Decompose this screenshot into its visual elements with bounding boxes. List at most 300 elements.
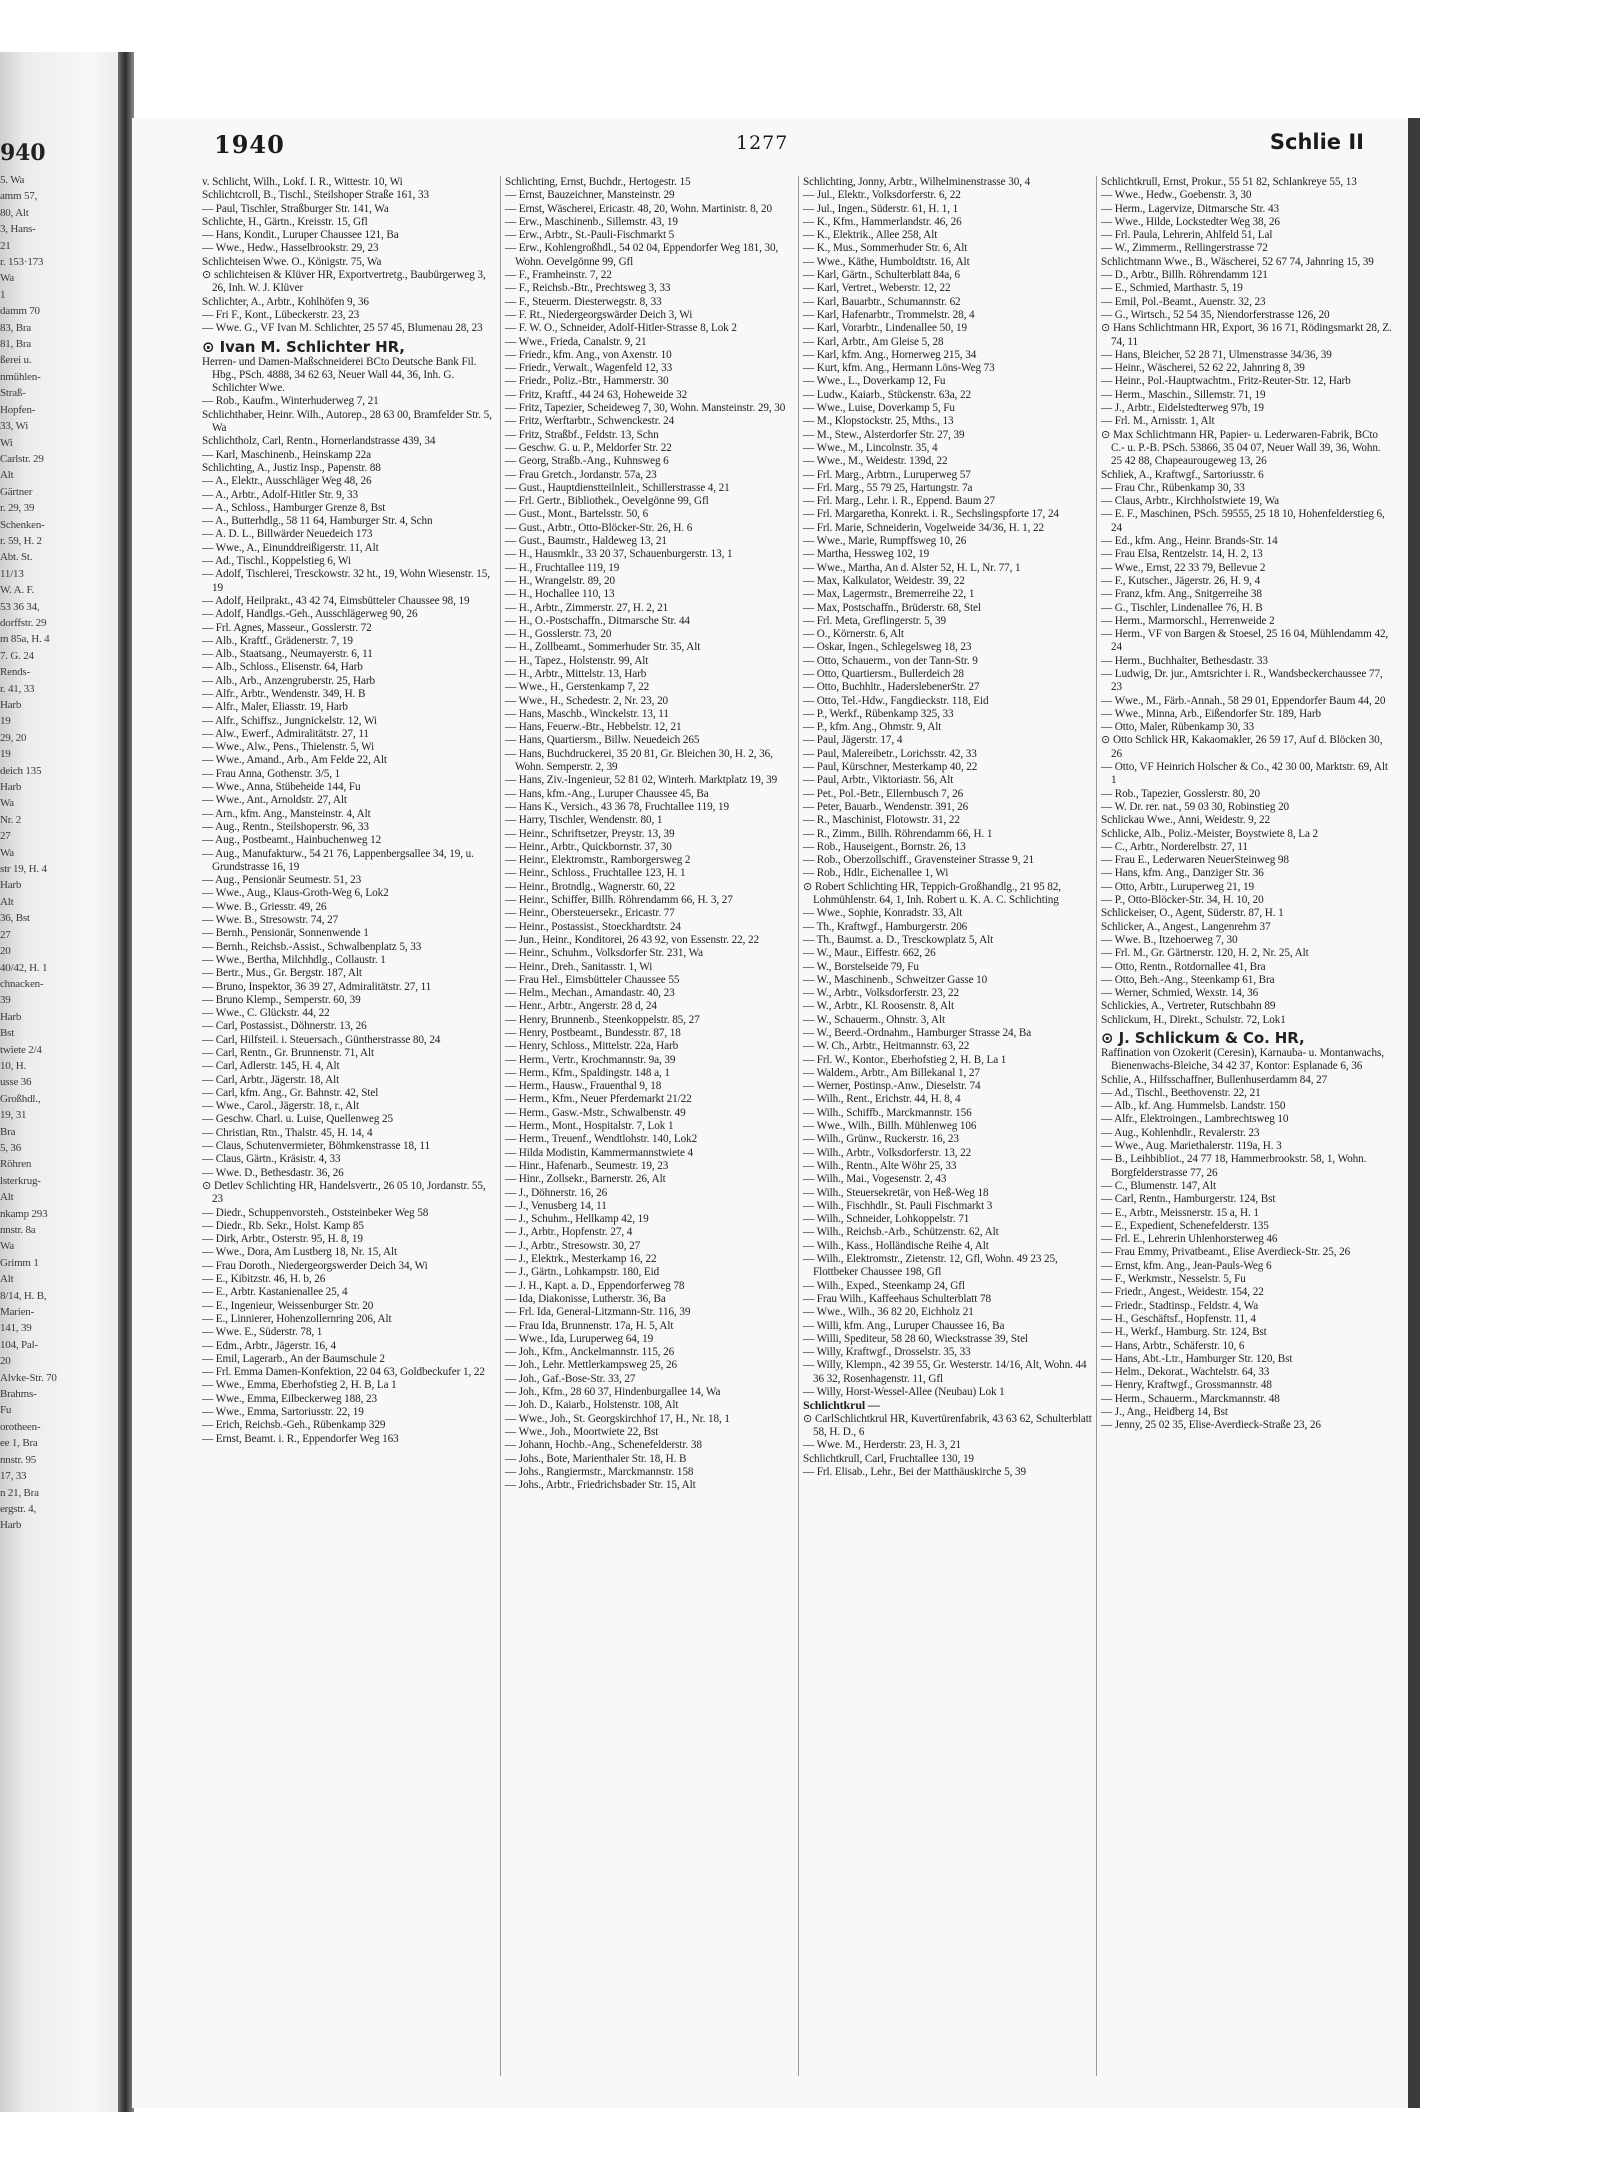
directory-entry: — Diedr., Rb. Sekr., Holst. Kamp 85 xyxy=(202,1219,364,1232)
directory-entry: — W., Arbtr., Kl. Roosenstr. 8, Alt xyxy=(803,1000,954,1013)
directory-entry: — Helm., Mechan., Amandastr. 40, 23 xyxy=(505,987,675,1000)
directory-entry: — E., Ingenieur, Weissenburger Str. 20 xyxy=(202,1299,374,1312)
directory-entry: — Adolf, Tischlerei, Tresckowstr. 32 ht., 19, Wohn Wiesenstr. 15, 19 xyxy=(202,568,490,594)
directory-entry: — Wilh., Schneider, Lohkoppelstr. 71 xyxy=(803,1213,970,1226)
previous-page-line: 27 xyxy=(0,928,11,941)
directory-entry: — R., Maschinist, Flotowstr. 31, 22 xyxy=(803,814,960,827)
directory-entry: — E., Arbtr., Meissnerstr. 15 a, H. 1 xyxy=(1101,1206,1259,1219)
previous-page-line: 20 xyxy=(0,1355,11,1368)
previous-page-line: Alt xyxy=(0,1191,14,1204)
directory-entry: — Wilh., Reichsb.-Arb., Schützenstr. 62, Alt xyxy=(803,1226,999,1239)
previous-page-line: r. 59, H. 2 xyxy=(0,534,42,547)
previous-page-line: Rends- xyxy=(0,666,30,679)
directory-entry: — Hans, Maschb., Winckelstr. 13, 11 xyxy=(505,707,669,720)
directory-entry: — M., Klopstockstr. 25, Mths., 13 xyxy=(803,415,954,428)
previous-page-line: Brahms- xyxy=(0,1388,37,1401)
directory-entry: v. Schlicht, Wilh., Lokf. I. R., Wittestr. 10, Wi xyxy=(202,176,403,188)
directory-entry: — W., Maur., Eiffestr. 662, 26 xyxy=(803,947,936,960)
guide-word: Schlie II xyxy=(1269,130,1364,154)
directory-entry: — W., Borstelseide 79, Fu xyxy=(803,960,919,973)
directory-entry: — Peter, Bauarb., Wendenstr. 391, 26 xyxy=(803,800,969,813)
directory-entry: — Hans K., Versich., 43 36 78, Fruchtallee 119, 19 xyxy=(505,800,729,813)
directory-entry: — W., Zimmerm., Rellingerstrasse 72 xyxy=(1101,242,1268,255)
directory-entry: — Joh., Gaf.-Bose-Str. 33, 27 xyxy=(505,1372,636,1385)
directory-columns xyxy=(202,176,1412,2076)
directory-entry: — Paul, Kürschner, Mesterkamp 40, 22 xyxy=(803,761,978,774)
directory-entry: — Frau Anna, Gothenstr. 3/5, 1 xyxy=(202,767,341,780)
directory-entry: — H., Werkf., Hamburg. Str. 124, Bst xyxy=(1101,1326,1267,1339)
directory-entry: — M., Stew., Alsterdorfer Str. 27, 39 xyxy=(803,428,965,441)
directory-entry: — Frl. W., Kontor., Eberhofstieg 2, H. B, La 1 xyxy=(803,1053,1007,1066)
directory-entry: ⊙ Hans Schlichtmann HR, Export, 36 16 71, Rödingsmarkt 28, Z. 74, 11 xyxy=(1101,322,1392,348)
previous-page-line: 104, Pal- xyxy=(0,1338,38,1351)
directory-entry: — Herm., Mont., Hospitalstr. 7, Lok 1 xyxy=(505,1120,674,1133)
directory-entry: — W., Maschinenb., Schweitzer Gasse 10 xyxy=(803,973,988,986)
previous-page-line: ßerei u. xyxy=(0,354,32,367)
directory-entry: — Bernh., Pensionär, Sonnenwende 1 xyxy=(202,927,369,940)
directory-entry: — Wilh., Fischhdlr., St. Pauli Fischmarkt 3 xyxy=(803,1199,993,1212)
directory-entry: — Hans, Abt.-Ltr., Hamburger Str. 120, Bst xyxy=(1101,1352,1293,1365)
directory-entry: — Frl. M., Arnisstr. 1, Alt xyxy=(1101,415,1215,428)
directory-entry: — Wilh., Rentn., Alte Wöhr 25, 33 xyxy=(803,1159,957,1172)
directory-entry: — Geschw. Charl. u. Luise, Quellenweg 25 xyxy=(202,1113,394,1126)
directory-entry: — Wwe., Amand., Arb., Am Felde 22, Alt xyxy=(202,754,387,767)
previous-page-line: 29, 20 xyxy=(0,731,27,744)
directory-entry: ⊙ schlichteisen & Klüver HR, Exportvertretg., Baubürgerweg 3, 26, Inh. W. J. Klüver xyxy=(202,269,486,295)
directory-entry: — Otto, Tel.-Hdw., Fangdieckstr. 118, Eid xyxy=(803,694,989,707)
directory-entry: — F., Steuerm. Diesterwegstr. 8, 33 xyxy=(505,295,662,308)
previous-page-line: Marien- xyxy=(0,1306,35,1319)
directory-entry: — Gust., Baumstr., Haldeweg 13, 21 xyxy=(505,535,667,548)
directory-entry: — Gust., Arbtr., Otto-Blöcker-Str. 26, H. 6 xyxy=(505,521,693,534)
directory-entry: — Heinr., Schuhm., Volksdorfer Str. 231, Wa xyxy=(505,947,704,960)
previous-page-line: 40/42, H. 1 xyxy=(0,961,48,974)
directory-entry: — K., Kfm., Hammerlandstr. 46, 26 xyxy=(803,215,962,228)
directory-entry: — Hans, Bleicher, 52 28 71, Ulmenstrasse 34/36, 39 xyxy=(1101,348,1332,361)
directory-entry: — Claus, Gärtn., Kräsistr. 4, 33 xyxy=(202,1153,341,1166)
previous-page-line: deich 135 xyxy=(0,764,42,777)
directory-entry: — H., Zollbeamt., Sommerhuder Str. 35, Alt xyxy=(505,641,701,654)
previous-page-line: Straß- xyxy=(0,387,26,400)
directory-entry: — Otto, VF Heinrich Holscher & Co., 42 30 00, Marktstr. 69, Alt 1 xyxy=(1101,761,1388,787)
directory-entry: — Werner, Postinsp.-Anw., Dieselstr. 74 xyxy=(803,1080,981,1093)
previous-page-line: 8/14, H. B, xyxy=(0,1289,47,1302)
directory-entry: — Rob., Tapezier, Gosslerstr. 80, 20 xyxy=(1101,787,1261,800)
directory-entry: Schlickies, A., Vertreter, Rutschbahn 89 xyxy=(1101,1000,1276,1013)
directory-entry: — Karl, Vertret., Weberstr. 12, 22 xyxy=(803,282,951,295)
directory-entry: — Rob., Hauseigent., Bornstr. 26, 13 xyxy=(803,840,966,853)
directory-entry: ⊙ Max Schlichtmann HR, Papier- u. Lederwaren-Fabrik, BCto C.- u. P.-B. PSch. 53866, 35 04 07, Neuer Wall 39, 36, Wohn. 25 42 88, Chapeaurougeweg 13, 26 xyxy=(1101,428,1381,468)
directory-entry: — Wwe., Minna, Arb., Eißendorfer Str. 189, Harb xyxy=(1101,707,1322,720)
previous-page-line: Nr. 2 xyxy=(0,813,22,826)
directory-entry: — Wilh., Grünw., Ruckerstr. 16, 23 xyxy=(803,1133,959,1146)
directory-entry: — Kurt, kfm. Ang., Hermann Löns-Weg 73 xyxy=(803,362,995,375)
directory-entry: — H., Tapez., Holstenstr. 99, Alt xyxy=(505,654,649,667)
previous-page-line: 19, 31 xyxy=(0,1109,27,1122)
directory-entry: — Carl, Rentn., Gr. Brunnenstr. 71, Alt xyxy=(202,1047,374,1059)
previous-page-line: Grimm 1 xyxy=(0,1256,39,1269)
previous-page-line: nnstr. 95 xyxy=(0,1453,37,1466)
directory-entry: — Alb., Arb., Anzengruberstr. 25, Harb xyxy=(202,674,375,687)
directory-entry: — Friedr., Angest., Weidestr. 154, 22 xyxy=(1101,1286,1264,1299)
directory-entry: — F., Werkmstr., Nesselstr. 5, Fu xyxy=(1101,1273,1246,1286)
directory-entry: — Fritz, Straßbf., Feldstr. 13, Schn xyxy=(505,428,659,441)
directory-entry: Schlichtcroll, B., Tischl., Steilshoper Straße 161, 33 xyxy=(202,189,430,202)
directory-entry: — Wwe., M., Weidestr. 139d, 22 xyxy=(803,455,948,468)
directory-entry: — Wwe., Sophie, Konradstr. 33, Alt xyxy=(803,907,963,920)
directory-entry: — R., Zimm., Billh. Röhrendamm 66, H. 1 xyxy=(803,827,993,840)
directory-entry: — Alfr., Elektroingen., Lambrechtsweg 10 xyxy=(1101,1113,1289,1126)
previous-page-line: 27 xyxy=(0,830,11,843)
directory-entry: — Herm., Vertr., Krochmannstr. 9a, 39 xyxy=(505,1053,676,1066)
directory-entry: — Karl, Arbtr., Am Gleise 5, 28 xyxy=(803,335,944,348)
directory-entry: — Karl, Maschinenb., Heinskamp 22a xyxy=(202,448,372,461)
directory-column-2 xyxy=(500,176,796,2076)
directory-entry: — Wwe., Ida, Luruperweg 64, 19 xyxy=(505,1332,654,1345)
previous-page-line: Wa xyxy=(0,1240,14,1253)
directory-entry: — Bernh., Reichsb.-Assist., Schwalbenplatz 5, 33 xyxy=(202,940,422,953)
directory-entry: — Fri F., Kont., Lübeckerstr. 23, 23 xyxy=(202,308,360,321)
directory-entry: — Alfr., Maler, Eliasstr. 19, Harb xyxy=(202,701,348,714)
previous-page-line: nkamp 293 xyxy=(0,1207,48,1220)
previous-page-line: Harb xyxy=(0,1010,22,1023)
directory-entry: — C., Blumenstr. 147, Alt xyxy=(1101,1179,1216,1192)
directory-entry: — Willy, Kraftwgf., Drosselstr. 35, 33 xyxy=(803,1346,971,1359)
directory-entry: — E., Schmied, Marthastr. 5, 19 xyxy=(1101,282,1243,295)
previous-page-line: Abt. St. xyxy=(0,551,33,564)
directory-entry: — Karl, kfm. Ang., Hornerweg 215, 34 xyxy=(803,348,977,361)
directory-entry: Schlicker, A., Angest., Langenrehm 37 xyxy=(1101,920,1271,933)
directory-entry: Schlichtkrull, Ernst, Prokur., 55 51 82, Schlankreye 55, 13 xyxy=(1101,176,1357,188)
previous-page-line: 19 xyxy=(0,715,11,728)
directory-entry: — Wwe., Hedw., Hasselbrookstr. 29, 23 xyxy=(202,242,379,255)
directory-entry: — Frl. Marie, Schneiderin, Vogelweide 34/36, H. 1, 22 xyxy=(803,521,1044,534)
directory-entry: — G., Wirtsch., 52 54 35, Niendorferstrasse 126, 20 xyxy=(1101,308,1330,321)
directory-entry: — Frau Chr., Rübenkamp 30, 33 xyxy=(1101,481,1245,494)
previous-page-line: Alvke-Str. 70 xyxy=(0,1371,57,1384)
previous-page-line: Bra xyxy=(0,1125,16,1138)
directory-entry: — Hans, kfm.-Ang., Luruper Chaussee 45, Ba xyxy=(505,787,709,800)
directory-entry: — Herm., Kfm., Neuer Pferdemarkt 21/22 xyxy=(505,1093,692,1106)
directory-entry: — Hans, kfm. Ang., Danziger Str. 36 xyxy=(1101,867,1264,880)
previous-page-line: Fu xyxy=(0,1404,12,1417)
directory-entry: — Herm., Marmorschl., Herrenweide 2 xyxy=(1101,614,1275,627)
directory-entry: — Otto, Rentn., Rotdornallee 41, Bra xyxy=(1101,960,1266,973)
directory-entry: — Jenny, 25 02 35, Elise-Averdieck-Straße 23, 26 xyxy=(1101,1419,1321,1432)
directory-entry: — D., Arbtr., Billh. Röhrendamm 121 xyxy=(1101,269,1268,282)
directory-entry: — Jun., Heinr., Konditorei, 26 43 92, von Essenstr. 22, 22 xyxy=(505,933,759,946)
directory-entry: — Rob., Oberzollschiff., Gravensteiner Strasse 9, 21 xyxy=(803,854,1035,867)
directory-entry: — Johann, Hochb.-Ang., Schenefelderstr. 38 xyxy=(505,1439,702,1452)
directory-entry: — Paul, Malereibetr., Lorichsstr. 42, 33 xyxy=(803,747,977,760)
directory-entry: — J., Döhnerstr. 16, 26 xyxy=(505,1186,608,1199)
previous-page-line: ee 1, Bra xyxy=(0,1437,38,1450)
directory-entry: — Willi, Spediteur, 58 28 60, Wieckstrasse 39, Stel xyxy=(803,1332,1028,1345)
directory-entry: — Wwe., Wilh., 36 82 20, Eichholz 21 xyxy=(803,1306,974,1319)
previous-page-line: nnstr. 8a xyxy=(0,1224,36,1236)
directory-entry: — Geschw. G. u. P., Meldorfer Str. 22 xyxy=(505,441,672,454)
directory-entry: — Aug., Pensionär Seumestr. 51, 23 xyxy=(202,874,362,887)
directory-entry: — E., Arbtr. Kastanienallee 25, 4 xyxy=(202,1286,348,1299)
directory-entry: — Frl. Agnes, Masseur., Gosslerstr. 72 xyxy=(202,621,372,634)
directory-entry: — Frl. E., Lehrerin Uhlenhorsterweg 46 xyxy=(1101,1233,1278,1246)
directory-entry: — P., Otto-Blöcker-Str. 34, H. 10, 20 xyxy=(1101,894,1264,907)
directory-entry: — Wilh., Elektromstr., Zietenstr. 12, Gfl, Wohn. 49 23 25, Flottbeker Chaussee 198, Gfl xyxy=(803,1253,1058,1279)
directory-entry: — Edm., Arbtr., Jägerstr. 16, 4 xyxy=(202,1339,336,1352)
directory-entry: — A., Arbtr., Adolf-Hitler Str. 9, 33 xyxy=(202,488,359,501)
directory-column-4 xyxy=(1096,176,1392,2076)
directory-entry: — Max, Lagermstr., Bremerreihe 22, 1 xyxy=(803,588,975,601)
previous-page-line: Alt xyxy=(0,1273,14,1286)
directory-entry: — Frl. Elisab., Lehr., Bei der Matthäuskirche 5, 39 xyxy=(803,1465,1026,1478)
directory-entry: — Wilh., Steuersekretär, von Heß-Weg 18 xyxy=(803,1186,989,1199)
directory-entry: — Wwe., Joh., St. Georgskirchhof 17, H., Nr. 18, 1 xyxy=(505,1412,730,1425)
directory-entry: — Wwe. D., Bethesdastr. 36, 26 xyxy=(202,1166,344,1179)
directory-entry: — Martha, Hessweg 102, 19 xyxy=(803,548,930,561)
directory-entry: — Dirk, Arbtr., Osterstr. 95, H. 8, 19 xyxy=(202,1233,363,1246)
directory-entry: — Claus, Arbtr., Kirchholstwiete 19, Wa xyxy=(1101,495,1280,508)
directory-entry: — H., Arbtr., Zimmerstr. 27, H. 2, 21 xyxy=(505,601,669,614)
directory-entry: — Johs., Arbtr., Friedrichsbader Str. 15, Alt xyxy=(505,1479,696,1492)
directory-entry: — Otto, Maler, Rübenkamp 30, 33 xyxy=(1101,721,1255,734)
directory-entry: — E., Kibitzstr. 46, H. b, 26 xyxy=(202,1273,326,1286)
directory-entry: — A., Elektr., Ausschläger Weg 48, 26 xyxy=(202,475,372,488)
previous-page-line: r. 29, 39 xyxy=(0,502,35,515)
directory-entry: — Wwe., C. Glückstr. 44, 22 xyxy=(202,1007,330,1020)
directory-entry: — W. Ch., Arbtr., Heitmannstr. 63, 22 xyxy=(803,1040,970,1053)
directory-entry: — Wwe., Hedw., Goebenstr. 3, 30 xyxy=(1101,189,1252,202)
directory-entry: — Paul, Tischler, Straßburger Str. 141, Wa xyxy=(202,202,389,215)
previous-page-line: Wi xyxy=(0,436,13,449)
directory-entry: — Wwe. B., Itzehoerweg 7, 30 xyxy=(1101,933,1238,946)
directory-entry: — Max, Postschaffn., Brüderstr. 68, Stel xyxy=(803,601,981,614)
directory-entry: Schlichtkrul — xyxy=(803,1398,880,1413)
directory-entry: — A. D. L., Billwärder Neuedeich 173 xyxy=(202,528,373,541)
previous-page-line: Wa xyxy=(0,797,14,810)
directory-entry: ⊙ Otto Schlick HR, Kakaomakler, 26 59 17, Auf d. Blöcken 30, 26 xyxy=(1101,734,1383,760)
directory-entry: — Frau Hel., Eimsbütteler Chaussee 55 xyxy=(505,973,680,986)
directory-entry: — Wwe., Alw., Pens., Thielenstr. 5, Wi xyxy=(202,741,375,754)
directory-entry: — Wwe., Carol., Jägerstr. 18, r., Alt xyxy=(202,1100,360,1113)
directory-entry: — Aug., Rentn., Steilshoperstr. 96, 33 xyxy=(202,820,369,833)
page-number: 1277 xyxy=(736,132,789,154)
directory-entry: — Heinr., Schloss., Fruchtallee 123, H. 1 xyxy=(505,867,686,880)
directory-entry: — Henr., Arbtr., Angerstr. 28 d, 24 xyxy=(505,1000,657,1013)
previous-page-line: Harb xyxy=(0,699,22,711)
directory-entry: — Herm., VF von Bargen & Stoesel, 25 16 04, Mühlendamm 42, 24 xyxy=(1101,628,1389,654)
directory-entry: — Joh., Lehr. Mettlerkampsweg 25, 26 xyxy=(505,1359,677,1372)
directory-entry: — H., Arbtr., Mittelstr. 13, Harb xyxy=(505,667,647,680)
previous-page-line: Carlstr. 29 xyxy=(0,452,44,465)
directory-entry: — Erw., Arbtr., St.-Pauli-Fischmarkt 5 xyxy=(505,229,675,242)
previous-page-line: 53 36 34, xyxy=(0,600,40,613)
previous-page-line: 5, 36 xyxy=(0,1141,22,1154)
previous-page-line: Röhren xyxy=(0,1158,32,1171)
directory-entry: — Frau Wilh., Kaffeehaus Schulterblatt 78 xyxy=(803,1292,991,1305)
directory-entry: — Herm., Lagervize, Ditmarsche Str. 43 xyxy=(1101,202,1279,215)
directory-entry: — Ernst, Bauzeichner, Mansteinstr. 29 xyxy=(505,189,675,202)
directory-entry: — Wwe. B., Griesstr. 49, 26 xyxy=(202,900,327,913)
directory-entry: — G., Tischler, Lindenallee 76, H. B xyxy=(1101,601,1263,614)
directory-entry: Schlie, A., Hilfsschaffner, Bullenhuserdamm 84, 27 xyxy=(1101,1073,1328,1086)
directory-entry: — F., Framheinstr. 7, 22 xyxy=(505,269,612,282)
directory-entry: — Frau Doroth., Niedergeorgswerder Deich 34, Wi xyxy=(202,1259,428,1272)
directory-entry: Schlichting, Ernst, Buchdr., Hertogestr. 15 xyxy=(505,176,691,188)
previous-page-lines xyxy=(0,172,116,1534)
previous-page-line: 5. Wa xyxy=(0,174,25,186)
directory-entry: — J., Arbtr., Eidelstedterweg 97b, 19 xyxy=(1101,402,1264,415)
directory-entry: — Georg, Straßb.-Ang., Kuhnsweg 6 xyxy=(505,455,669,468)
directory-entry: — Ernst, Beamt. i. R., Eppendorfer Weg 163 xyxy=(202,1432,399,1445)
directory-entry: Schlichter, A., Arbtr., Kohlhöfen 9, 36 xyxy=(202,295,369,308)
directory-entry: ⊙ Robert Schlichting HR, Teppich-Großhandlg., 21 95 82, Lohmühlenstr. 64, 1, Inh. Robert u. K. A. C. Schlichting xyxy=(803,880,1061,907)
directory-entry: — Rob., Kaufm., Winterhuderweg 7, 21 xyxy=(202,395,379,408)
directory-entry: — Christian, Rtn., Thalstr. 45, H. 14, 4 xyxy=(202,1126,373,1139)
directory-entry: — F. W. O., Schneider, Adolf-Hitler-Strasse 8, Lok 2 xyxy=(505,322,737,335)
directory-entry: — W., Beerd.-Ordnahm., Hamburger Strasse 24, Ba xyxy=(803,1027,1032,1039)
directory-entry: — Paul, Jägerstr. 17, 4 xyxy=(803,734,903,747)
directory-entry: — Ed., kfm. Ang., Heinr. Brands-Str. 14 xyxy=(1101,535,1278,548)
directory-entry: — Herm., Treuenf., Wendtlohstr. 140, Lok2 xyxy=(505,1133,698,1146)
directory-entry: — Emil, Lagerarb., An der Baumschule 2 xyxy=(202,1352,385,1365)
directory-entry: — Paul, Arbtr., Viktoriastr. 56, Alt xyxy=(803,774,954,787)
directory-entry: — Herm., Kfm., Spaldingstr. 148 a, 1 xyxy=(505,1066,670,1079)
directory-entry: — Carl, Hilfsteil. i. Steuersach., Güntherstrasse 80, 24 xyxy=(202,1033,441,1046)
previous-page-line: 7. G. 24 xyxy=(0,649,34,662)
previous-page-line: 80, Alt xyxy=(0,206,29,219)
previous-page-line: str 19, H. 4 xyxy=(0,863,47,876)
directory-entry: — Hans, Arbtr., Schäferstr. 10, 6 xyxy=(1101,1339,1245,1352)
directory-entry: — Ida, Diakonisse, Lutherstr. 36, Ba xyxy=(505,1292,666,1305)
previous-page-line: Gärtner xyxy=(0,485,33,498)
directory-entry: — Frau Elsa, Rentzelstr. 14, H. 2, 13 xyxy=(1101,548,1263,561)
directory-entry: — Heinr., Schriftsetzer, Preystr. 13, 39 xyxy=(505,827,675,840)
previous-page-line: 36, Bst xyxy=(0,912,30,925)
directory-entry: — Wilh., Exped., Steenkamp 24, Gfl xyxy=(803,1279,965,1292)
directory-entry: — Alb., Schloss., Elisenstr. 64, Harb xyxy=(202,661,363,674)
directory-entry: — Heinr., Postassist., Stoeckhardtstr. 24 xyxy=(505,920,681,933)
directory-entry: — Fritz, Werftarbtr., Schwenckestr. 24 xyxy=(505,415,675,428)
previous-page-line: 20 xyxy=(0,945,11,958)
directory-entry: — Max, Kalkulator, Weidestr. 39, 22 xyxy=(803,574,965,587)
previous-page-line: m 85a, H. 4 xyxy=(0,633,50,646)
directory-entry: — Erw., Kohlengroßhdl., 54 02 04, Eppendorfer Weg 181, 30, Wohn. Oevelgönne 99, Gfl xyxy=(505,242,779,268)
directory-entry: — Jul., Elektr., Volksdorferstr. 6, 22 xyxy=(803,189,961,202)
directory-entry: — Hinr., Zollsekr., Barnerstr. 26, Alt xyxy=(505,1173,666,1186)
directory-entry: — Alw., Ewerf., Admiralitätstr. 27, 11 xyxy=(202,727,369,740)
directory-entry: — Aug., Kohlenhdlr., Revalerstr. 23 xyxy=(1101,1126,1260,1139)
directory-entry: — Heinr., Dreh., Sanitasstr. 1, Wi xyxy=(505,960,653,973)
directory-entry: — Oskar, Ingen., Schlegelsweg 18, 23 xyxy=(803,641,972,654)
directory-entry: — Ludwig, Dr. jur., Amtsrichter i. R., Wandsbeckerchaussee 77, 23 xyxy=(1101,667,1383,694)
directory-entry: — Alb., kf. Ang. Hummelsb. Landstr. 150 xyxy=(1101,1100,1286,1113)
directory-entry: — J., Arbtr., Hopfenstr. 27, 4 xyxy=(505,1226,633,1239)
directory-entry: — Ernst, Wäscherei, Ericastr. 48, 20, Wohn. Martinistr. 8, 20 xyxy=(505,202,772,215)
previous-page-year: 940 xyxy=(0,140,46,166)
previous-page-line: lsterkrug- xyxy=(0,1174,41,1187)
directory-entry: — Wwe., H., Schedestr. 2, Nr. 23, 20 xyxy=(505,694,669,707)
directory-entry: — Wwe., M., Färb.-Annah., 58 29 01, Eppendorfer Baum 44, 20 xyxy=(1101,694,1386,707)
directory-entry: — Wwe., Hilde, Lockstedter Weg 38, 26 xyxy=(1101,215,1280,228)
directory-entry: — H., Hochallee 110, 13 xyxy=(505,588,615,601)
directory-entry: — Karl, Bauarbtr., Schumannstr. 62 xyxy=(803,295,961,308)
directory-entry: — J., Ang., Heidberg 14, Bst xyxy=(1101,1406,1228,1419)
directory-entry: — W., Arbtr., Volksdorferstr. 23, 22 xyxy=(803,987,960,1000)
directory-entry: — Henry, Kraftwgf., Grossmannstr. 48 xyxy=(1101,1379,1272,1392)
directory-entry: — J. H., Kapt. a. D., Eppendorferweg 78 xyxy=(505,1279,685,1292)
directory-entry: — Bruno, Inspektor, 36 39 27, Admiralitätstr. 27, 11 xyxy=(202,980,432,993)
previous-page-line: Großhdl., xyxy=(0,1092,41,1105)
directory-entry: — Carl, Rentn., Hamburgerstr. 124, Bst xyxy=(1101,1193,1276,1206)
previous-page-line: 11/13 xyxy=(0,567,24,580)
firm-heading: ⊙ Ivan M. Schlichter HR, xyxy=(202,337,405,356)
directory-entry: Schlichting, A., Justiz Insp., Papenstr. 88 xyxy=(202,461,381,474)
previous-page-line: 17, 33 xyxy=(0,1470,27,1483)
directory-entry: — Wwe., Frieda, Canalstr. 9, 21 xyxy=(505,335,647,348)
directory-entry: — F. Rt., Niedergeorgswärder Deich 3, Wi xyxy=(505,308,693,321)
directory-entry: — Carl, Postassist., Döhnerstr. 13, 26 xyxy=(202,1020,367,1033)
directory-entry: — Hans, Ziv.-Ingenieur, 52 81 02, Winterh. Marktplatz 19, 39 xyxy=(505,774,778,787)
previous-page-line: 10, H. xyxy=(0,1059,26,1072)
directory-entry: — Franz, kfm. Ang., Snitgerreihe 38 xyxy=(1101,588,1262,601)
directory-entry: — Heinr., Pol.-Hauptwachtm., Fritz-Reuter-Str. 12, Harb xyxy=(1101,375,1351,388)
directory-entry: — Frau E., Lederwaren NeuerSteinweg 98 xyxy=(1101,854,1289,867)
directory-entry: — P., kfm. Ang., Ohmstr. 9, Alt xyxy=(803,721,942,734)
previous-page-line: Wa xyxy=(0,846,14,859)
directory-entry: — Johs., Rangiermstr., Marckmannstr. 158 xyxy=(505,1465,694,1478)
directory-column-3 xyxy=(798,176,1094,2076)
previous-page-line: Hopfen- xyxy=(0,403,36,416)
directory-entry: — Otto, Buchhltr., HaderslebenerStr. 27 xyxy=(803,681,980,694)
directory-entry: — Carl, Arbtr., Jägerstr. 18, Alt xyxy=(202,1073,340,1086)
previous-page-line: r. 41, 33 xyxy=(0,682,35,695)
directory-entry: — Herm., Schauerm., Marckmannstr. 48 xyxy=(1101,1392,1280,1405)
previous-page-line: 19 xyxy=(0,748,11,761)
directory-entry: — Wwe., Ant., Arnoldstr. 27, Alt xyxy=(202,794,347,807)
previous-page-line: W. A. F. xyxy=(0,584,35,597)
directory-entry: — Joh., Kfm., Anckelmannstr. 115, 26 xyxy=(505,1346,675,1359)
directory-entry: — Wwe., Ernst, 22 33 79, Bellevue 2 xyxy=(1101,561,1266,574)
directory-entry: — Herm., Hausw., Frauenthal 9, 18 xyxy=(505,1080,662,1093)
directory-entry: — Erich, Reichsb.-Geh., Rübenkamp 329 xyxy=(202,1419,386,1432)
directory-entry: — Willi, kfm. Ang., Luruper Chaussee 16, Ba xyxy=(803,1319,1005,1332)
directory-entry: — K., Mus., Sommerhuder Str. 6, Alt xyxy=(803,242,968,255)
previous-page-line: dorffstr. 29 xyxy=(0,616,47,629)
directory-entry: — J., Gärtn., Lohkampstr. 180, Eid xyxy=(505,1266,660,1279)
previous-page-line: orotheen- xyxy=(0,1420,41,1433)
directory-entry: — Wwe., Emma, Eberhofstieg 2, H. B, La 1 xyxy=(202,1379,397,1392)
directory-entry: — Wwe., H., Gerstenkamp 7, 22 xyxy=(505,681,650,694)
previous-page-line: 81, Bra xyxy=(0,338,31,351)
directory-entry: — W., Schauerm., Ohnstr. 3, Alt xyxy=(803,1013,946,1026)
directory-entry: — Heinr., Elektromstr., Ramborgersweg 2 xyxy=(505,854,691,867)
directory-column-1 xyxy=(202,176,498,2076)
directory-entry: — Heinr., Wäscherei, 52 62 22, Jahnring 8, 39 xyxy=(1101,362,1305,375)
directory-entry: — Wilh., Mai., Vogesenstr. 2, 43 xyxy=(803,1173,947,1186)
directory-entry: — Alfr., Schiffsz., Jungnickelstr. 12, Wi xyxy=(202,714,377,727)
directory-entry: — E. F., Maschinen, PSch. 59555, 25 18 10, Hohenfelderstieg 6, 24 xyxy=(1101,508,1385,534)
directory-entry: — Ernst, kfm. Ang., Jean-Pauls-Weg 6 xyxy=(1101,1259,1272,1272)
directory-entry: — Henry, Postbeamt., Bundesstr. 87, 18 xyxy=(505,1027,681,1039)
previous-page-line: 83, Bra xyxy=(0,321,31,334)
previous-page-line: Harb xyxy=(0,1519,22,1532)
previous-page-line: Alt xyxy=(0,895,14,908)
directory-entry: — Friedr., Stadtinsp., Feldstr. 4, Wa xyxy=(1101,1299,1259,1312)
directory-entry: — Wwe., Emma, Sartoriusstr. 22, 19 xyxy=(202,1406,364,1419)
directory-entry: Schlickau Wwe., Anni, Weidestr. 9, 22 xyxy=(1101,814,1270,827)
directory-entry: — Otto, Arbtr., Luruperweg 21, 19 xyxy=(1101,880,1254,893)
directory-entry: — Harry, Tischler, Wendenstr. 80, 1 xyxy=(505,814,663,827)
